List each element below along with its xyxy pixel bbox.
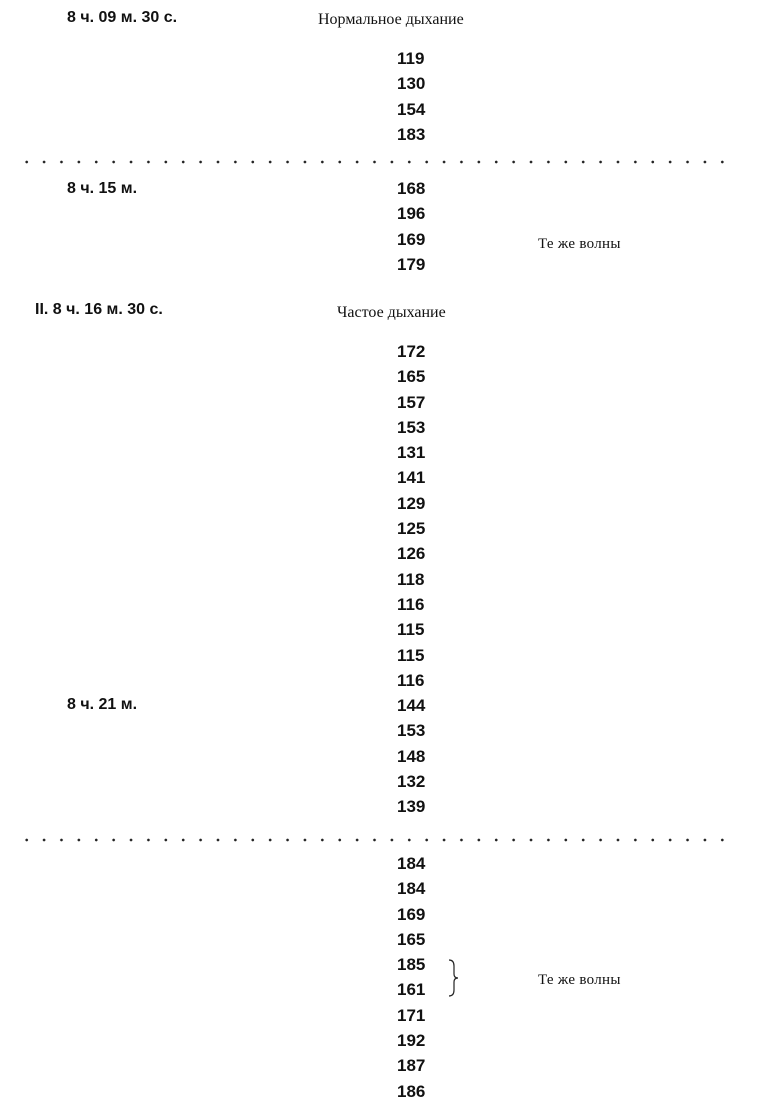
timestamp-2: 8 ч. 15 м. [67,180,138,197]
list-item: 153 [397,721,426,741]
list-item: 184 [397,879,426,899]
list-item: 126 [397,544,426,564]
values-list-4 [397,851,425,1104]
list-item: 186 [397,1081,426,1101]
note-same-waves-1: Те же волны [538,236,621,252]
list-item: 169 [397,904,426,924]
list-item: 157 [397,392,426,412]
list-item: 187 [397,1056,426,1076]
list-item: 115 [397,620,425,640]
list-item: 153 [397,417,426,437]
curly-brace-icon [446,958,460,998]
list-item: 148 [397,746,426,766]
list-item: 116 [397,670,425,690]
dotted-separator-2 [18,838,732,842]
list-item: 172 [397,342,426,361]
list-item: 131 [397,443,426,463]
list-item: 183 [397,124,426,144]
list-item: 179 [397,254,426,274]
heading-normal-breathing: Нормальное дыхание [318,11,464,28]
list-item: 192 [397,1031,426,1051]
list-item: 116 [397,594,425,614]
list-item: 139 [397,797,426,817]
timestamp-1: 8 ч. 09 м. 30 с. [67,9,178,26]
list-item: 125 [397,519,426,539]
list-item: 165 [397,929,426,949]
list-item: 171 [397,1005,426,1025]
list-item: 196 [397,204,426,224]
list-item: 130 [397,74,426,94]
list-item: 141 [397,468,426,488]
list-item: 119 [397,49,425,68]
values-list-2 [397,176,425,277]
heading-rapid-breathing: Частое дыхание [337,304,446,321]
list-item: 185 [397,955,426,975]
list-item: 168 [397,179,426,198]
list-item: 154 [397,99,426,119]
list-item: 118 [397,569,425,589]
list-item: 115 [397,645,425,665]
timestamp-4: 8 ч. 21 м. [67,696,138,713]
dotted-separator-1 [18,160,732,164]
timestamp-3: II. 8 ч. 16 м. 30 с. [35,301,163,318]
values-list-3 [397,339,425,820]
list-item: 165 [397,367,426,387]
list-item: 169 [397,229,426,249]
list-item: 144 [397,696,426,716]
list-item: 132 [397,772,426,792]
list-item: 184 [397,854,426,873]
note-same-waves-2: Те же волны [538,972,621,988]
values-list-1 [397,46,425,147]
list-item: 161 [397,980,426,1000]
list-item: 129 [397,493,426,513]
